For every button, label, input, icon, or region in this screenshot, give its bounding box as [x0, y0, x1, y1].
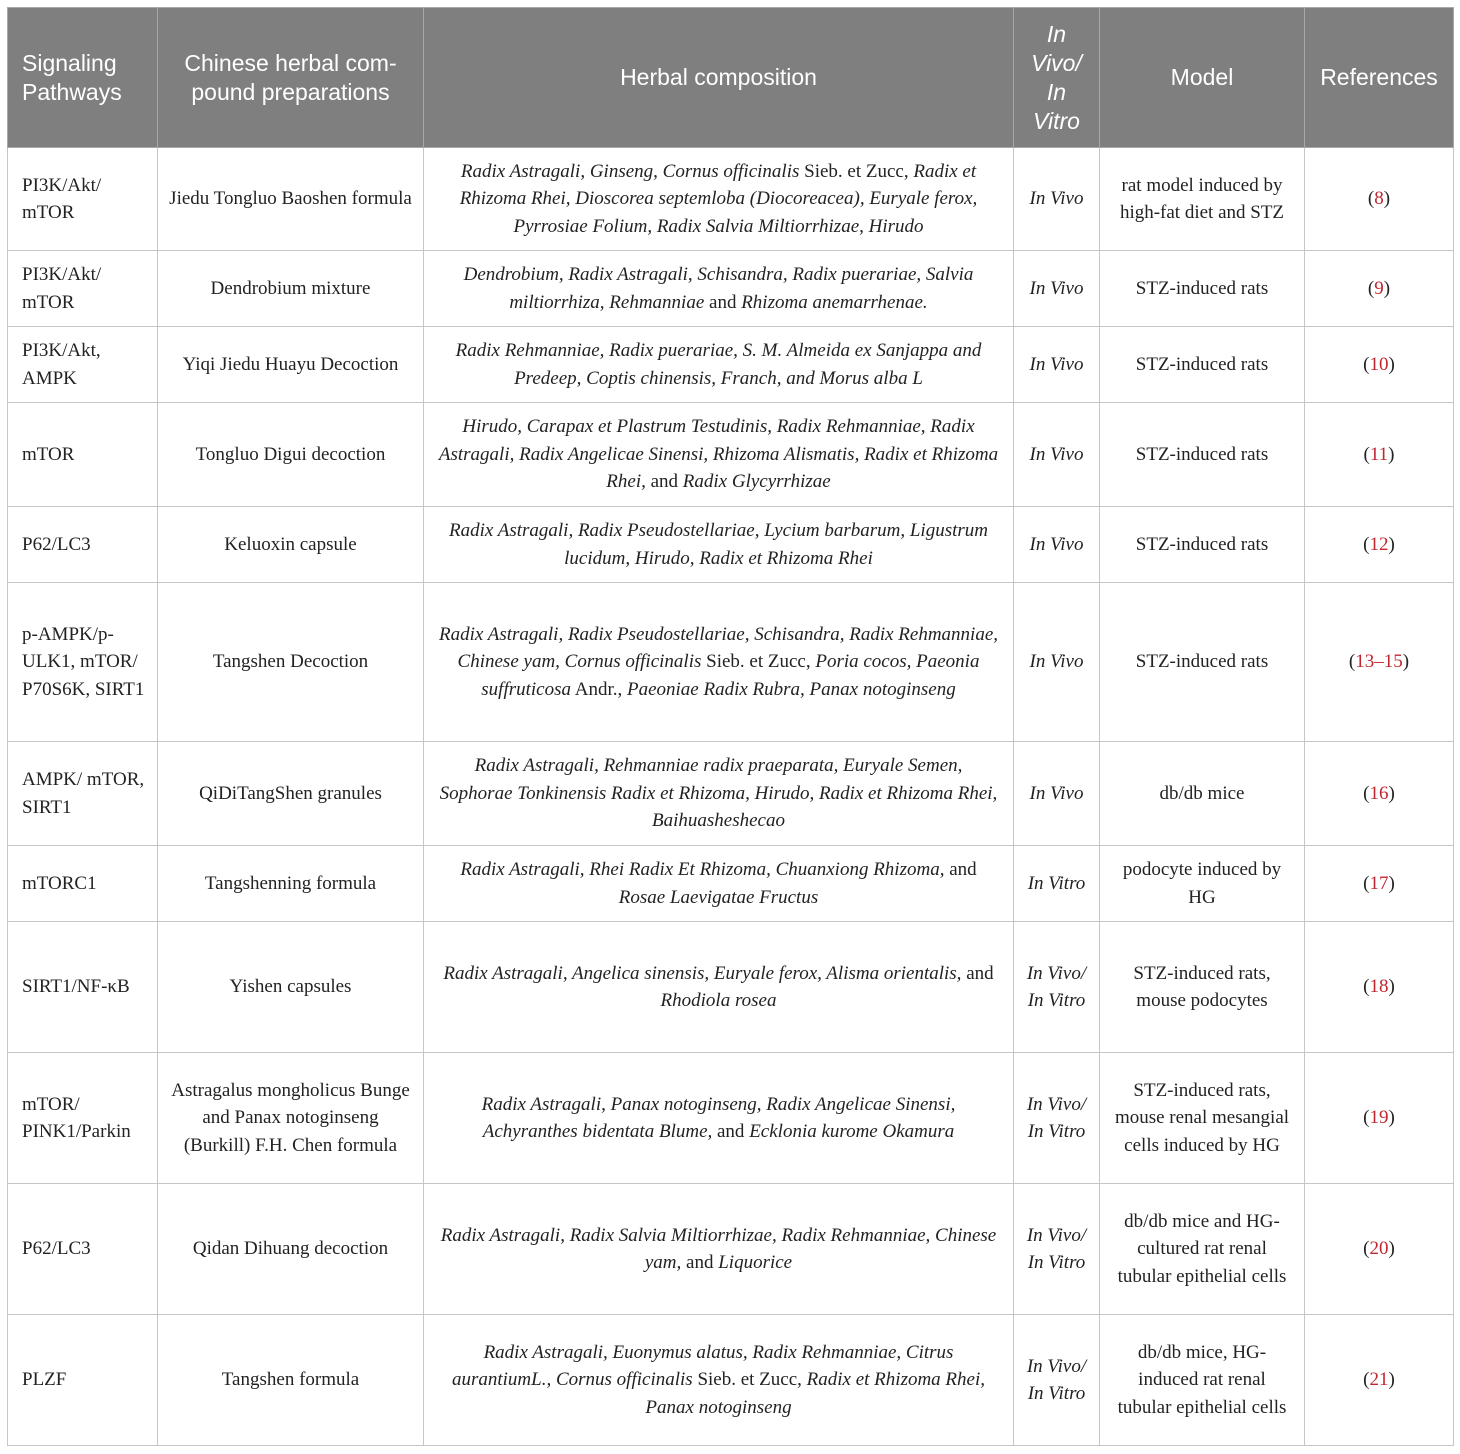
herb-text: Radix Astragali, Euonymus alatus, Radix Rehmanniae, Citrus aurantiumL., Cornus officinalis — [451, 1341, 954, 1391]
herb-plain-text: Andr., — [571, 678, 627, 700]
model-cell: STZ-induced rats — [1100, 583, 1305, 742]
pathway-cell: PI3K/Akt/ mTOR — [8, 251, 158, 327]
herb-text: Rhodiola rosea — [660, 990, 777, 1011]
reference-link[interactable]: 8 — [1374, 188, 1384, 210]
pathway-cell: PI3K/Akt, AMPK — [8, 327, 158, 403]
model-cell: STZ-induced rats — [1100, 403, 1305, 507]
herbal-composition-cell — [424, 251, 1014, 327]
table-row — [8, 507, 1454, 583]
model-cell: STZ-induced rats — [1100, 507, 1305, 583]
herb-plain-text: and — [944, 859, 977, 880]
header-chinese-herbal-preparations: Chinese herbal com-pound preparations — [158, 8, 424, 148]
model-cell: db/db mice — [1100, 742, 1305, 846]
herb-plain-text: and — [681, 1252, 719, 1273]
preparation-cell: Astragalus mongholicus Bunge and Panax notoginseng (Burkill) F.H. Chen formula — [158, 1053, 424, 1184]
table-row — [8, 1184, 1454, 1315]
herb-text: Dendrobium, Radix Astragali, Schisandra, Radix puerariae, Salvia miltiorrhiza, Rehmanniae — [463, 264, 974, 313]
herbal-composition-cell — [424, 922, 1014, 1053]
herbal-composition-cell — [424, 742, 1014, 846]
study-type-cell: In Vivo — [1014, 327, 1100, 403]
herb-text: Poria cocos, Paeonia suffruticosa — [481, 651, 980, 700]
study-type-cell: In Vivo/ In Vitro — [1014, 1315, 1100, 1446]
study-type-cell: In Vivo — [1014, 583, 1100, 742]
herb-text: Rhizoma anemarrhenae. — [741, 291, 928, 313]
study-type-cell: In Vivo — [1014, 251, 1100, 327]
herb-text: Radix Astragali, Rehmanniae radix praeparata, Euryale Semen, Sophorae Tonkinensis Radix et Rhizoma, Hirudo, Radix et Rhizoma Rhei, Baihuasheshecao — [439, 755, 998, 832]
reference-cell: (13–15) — [1305, 583, 1454, 742]
model-cell: STZ-induced rats — [1100, 251, 1305, 327]
reference-link[interactable]: 17 — [1369, 872, 1389, 894]
preparation-cell: Tangshen Decoction — [158, 583, 424, 742]
reference-link[interactable]: 13–15 — [1355, 651, 1403, 673]
reference-cell: (12) — [1305, 507, 1454, 583]
model-cell: rat model induced by high-fat diet and STZ — [1100, 148, 1305, 251]
herbal-composition-cell — [424, 583, 1014, 742]
preparation-cell: Dendrobium mixture — [158, 251, 424, 327]
herb-text: Paeoniae Radix Rubra, Panax notoginseng — [626, 678, 956, 700]
herb-plain-text: and — [712, 1121, 750, 1142]
preparation-cell: Yishen capsules — [158, 922, 424, 1053]
herbal-preparations-table — [7, 7, 1454, 1446]
reference-cell: (19) — [1305, 1053, 1454, 1184]
table-row — [8, 148, 1454, 251]
reference-cell: (18) — [1305, 922, 1454, 1053]
model-cell: STZ-induced rats — [1100, 327, 1305, 403]
reference-cell: (10) — [1305, 327, 1454, 403]
reference-cell: (9) — [1305, 251, 1454, 327]
table-row — [8, 403, 1454, 507]
study-type-cell: In Vivo — [1014, 742, 1100, 846]
herb-text: Rosae Laevigatae Fructus — [618, 886, 819, 908]
herbal-composition-cell — [424, 148, 1014, 251]
pathway-cell: PLZF — [8, 1315, 158, 1446]
herbal-composition-cell — [424, 1315, 1014, 1446]
herbal-composition-cell — [424, 327, 1014, 403]
preparation-cell: Tangshenning formula — [158, 846, 424, 922]
pathway-cell: mTOR — [8, 403, 158, 507]
pathway-cell: SIRT1/NF-κB — [8, 922, 158, 1053]
reference-link[interactable]: 12 — [1369, 533, 1389, 555]
herb-text: Radix et Rhizoma Rhei, Dioscorea septemloba (Diocoreacea), Euryale ferox, Pyrrosiae Folium, Radix Salvia Miltiorrhizae, Hirudo — [459, 160, 978, 237]
table-row — [8, 742, 1454, 846]
study-type-cell: In Vivo — [1014, 507, 1100, 583]
herbal-composition-cell — [424, 507, 1014, 583]
herb-text: Ecklonia kurome Okamura — [749, 1121, 955, 1142]
pathway-cell: P62/LC3 — [8, 507, 158, 583]
pathway-cell: P62/LC3 — [8, 1184, 158, 1315]
study-type-cell: In Vivo/ In Vitro — [1014, 1053, 1100, 1184]
header-model: Model — [1100, 8, 1305, 148]
herb-text: Radix Astragali, Ginseng, Cornus officinalis — [460, 160, 800, 182]
preparation-cell: QiDiTangShen granules — [158, 742, 424, 846]
reference-cell: (21) — [1305, 1315, 1454, 1446]
study-type-cell: In Vivo/ In Vitro — [1014, 922, 1100, 1053]
table-row — [8, 583, 1454, 742]
model-cell: db/db mice, HG-induced rat renal tubular epithelial cells — [1100, 1315, 1305, 1446]
reference-link[interactable]: 11 — [1369, 443, 1389, 465]
herbal-composition-cell — [424, 846, 1014, 922]
reference-cell: (17) — [1305, 846, 1454, 922]
herb-plain-text: and — [704, 291, 742, 313]
reference-cell: (20) — [1305, 1184, 1454, 1315]
herb-text: Radix Astragali, Radix Salvia Miltiorrhizae, Radix Rehmanniae, Chinese yam, — [440, 1224, 997, 1273]
preparation-cell: Tongluo Digui decoction — [158, 403, 424, 507]
herbal-composition-cell — [424, 403, 1014, 507]
table-row — [8, 251, 1454, 327]
herb-text: Radix Astragali, Radix Pseudostellariae, Schisandra, Radix Rehmanniae, Chinese yam, Cornus officinalis — [438, 623, 998, 673]
preparation-cell: Tangshen formula — [158, 1315, 424, 1446]
pathway-cell: PI3K/Akt/ mTOR — [8, 148, 158, 251]
reference-cell: (11) — [1305, 403, 1454, 507]
table-row — [8, 922, 1454, 1053]
preparation-cell: Qidan Dihuang decoction — [158, 1184, 424, 1315]
header-signaling-pathways: Signaling Pathways — [8, 8, 158, 148]
reference-link[interactable]: 20 — [1369, 1238, 1389, 1260]
reference-link[interactable]: 16 — [1369, 782, 1389, 804]
herb-plain-text: Sieb. et Zucc, — [799, 160, 914, 182]
header-herbal-composition: Herbal composition — [424, 8, 1014, 148]
reference-cell: (8) — [1305, 148, 1454, 251]
reference-link[interactable]: 21 — [1369, 1369, 1389, 1391]
herb-text: Liquorice — [718, 1252, 793, 1273]
table-body — [8, 148, 1454, 1446]
header-in-vivo-in-vitro: In Vivo/ In Vitro — [1014, 8, 1100, 148]
study-type-cell: In Vitro — [1014, 846, 1100, 922]
model-cell: db/db mice and HG-cultured rat renal tubular epithelial cells — [1100, 1184, 1305, 1315]
pathway-cell: p-AMPK/p-ULK1, mTOR/ P70S6K, SIRT1 — [8, 583, 158, 742]
pathway-cell: mTOR/ PINK1/Parkin — [8, 1053, 158, 1184]
model-cell: STZ-induced rats, mouse podocytes — [1100, 922, 1305, 1053]
model-cell: podocyte induced by HG — [1100, 846, 1305, 922]
table-row — [8, 846, 1454, 922]
pathway-cell: mTORC1 — [8, 846, 158, 922]
herbal-composition-cell — [424, 1053, 1014, 1184]
herbal-composition-cell — [424, 1184, 1014, 1315]
herb-plain-text: Sieb. et Zucc, — [692, 1369, 807, 1391]
reference-link[interactable]: 9 — [1374, 277, 1384, 299]
herb-text: Radix Astragali, Panax notoginseng, Radix Angelicae Sinensi, Achyranthes bidentata Blume, — [481, 1093, 956, 1142]
herb-plain-text: and — [961, 962, 994, 984]
study-type-cell: In Vivo/ In Vitro — [1014, 1184, 1100, 1315]
herb-text: Radix Astragali, Angelica sinensis, Euryale ferox, Alisma orientalis, — [443, 962, 962, 984]
header-row — [8, 8, 1454, 148]
herb-plain-text: and — [645, 471, 683, 493]
table-header — [8, 8, 1454, 148]
herb-text: Radix Rehmanniae, Radix puerariae, S. M. Almeida ex Sanjappa and Predeep, Coptis chinensis, Franch, and Morus alba L — [455, 340, 982, 389]
table-row — [8, 327, 1454, 403]
pathway-cell: AMPK/ mTOR, SIRT1 — [8, 742, 158, 846]
header-references: References — [1305, 8, 1454, 148]
herb-plain-text: Sieb. et Zucc, — [701, 651, 816, 673]
herb-text: Radix et Rhizoma Rhei, Panax notoginseng — [645, 1369, 986, 1418]
reference-link[interactable]: 10 — [1369, 353, 1389, 375]
reference-link[interactable]: 18 — [1369, 976, 1389, 998]
herb-text: Radix Astragali, Radix Pseudostellariae, Lycium barbarum, Ligustrum lucidum, Hirudo, Radix et Rhizoma Rhei — [449, 520, 988, 569]
herb-text: Radix Astragali, Rhei Radix Et Rhizoma, Chuanxiong Rhizoma, — [460, 859, 945, 880]
preparation-cell: Yiqi Jiedu Huayu Decoction — [158, 327, 424, 403]
preparation-cell: Jiedu Tongluo Baoshen formula — [158, 148, 424, 251]
reference-cell: (16) — [1305, 742, 1454, 846]
table-row — [8, 1315, 1454, 1446]
model-cell: STZ-induced rats, mouse renal mesangial cells induced by HG — [1100, 1053, 1305, 1184]
table-row — [8, 1053, 1454, 1184]
study-type-cell: In Vivo — [1014, 148, 1100, 251]
herb-text: Hirudo, Carapax et Plastrum Testudinis, Radix Rehmanniae, Radix Astragali, Radix Angelicae Sinensi, Rhizoma Alismatis, Radix et Rhizoma Rhei, — [438, 416, 999, 493]
herb-text: Radix Glycyrrhizae — [682, 471, 831, 493]
reference-link[interactable]: 19 — [1369, 1107, 1389, 1129]
preparation-cell: Keluoxin capsule — [158, 507, 424, 583]
study-type-cell: In Vivo — [1014, 403, 1100, 507]
